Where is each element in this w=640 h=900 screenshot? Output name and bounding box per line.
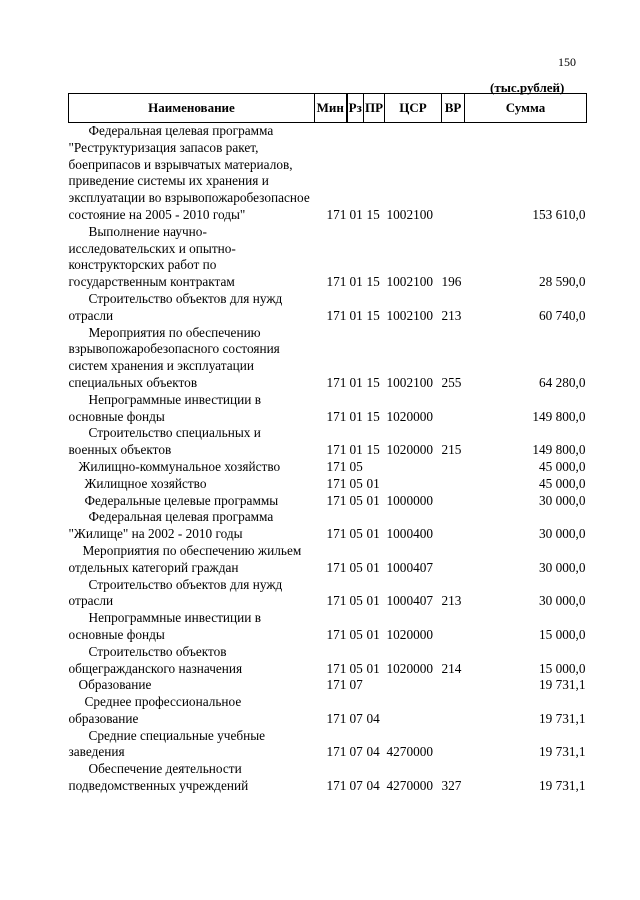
row-pr: 15 (366, 206, 380, 222)
header-min: Мин (315, 94, 347, 123)
row-rz: 01 (349, 374, 363, 390)
row-rz: 05 (349, 559, 363, 575)
row-vr (442, 493, 465, 510)
row-pr: 01 (366, 559, 380, 575)
row-pr: 15 (366, 307, 380, 323)
table-row (69, 543, 587, 577)
table-row (69, 728, 587, 762)
row-name: Федеральные целевые программы (84, 492, 279, 508)
row-sum: 19 731,1 (538, 778, 586, 794)
row-csr: 1020000 (386, 408, 434, 424)
row-vr: 196 (441, 274, 462, 290)
row-name: Строительство объектов для нужд отрасли (68, 576, 283, 609)
row-rz: 05 (349, 492, 363, 508)
row-vr: 327 (441, 778, 462, 794)
row-min: 171 (326, 744, 347, 760)
page-number: 150 (558, 55, 576, 69)
row-pr: 15 (366, 442, 380, 458)
table-row (69, 325, 587, 392)
row-rz: 07 (349, 778, 363, 794)
row-name: Обеспечение деятельности подведомственных учреждений (68, 761, 249, 794)
table-row (69, 123, 587, 224)
row-vr: 214 (441, 660, 462, 676)
row-vr: 213 (441, 593, 462, 609)
table-row (69, 694, 587, 728)
row-vr (442, 476, 465, 493)
row-pr: 04 (366, 778, 380, 794)
row-pr: 15 (366, 408, 380, 424)
row-pr (364, 459, 385, 476)
row-pr: 01 (366, 526, 380, 542)
row-sum: 30 000,0 (538, 526, 586, 542)
row-name: Мероприятия по обеспечению жильем отдельных категорий граждан (68, 542, 302, 575)
row-vr (442, 728, 465, 762)
table-row (69, 291, 587, 325)
row-name: Средние специальные учебные заведения (68, 727, 266, 760)
row-name: Строительство объектов для нужд отрасли (68, 290, 283, 323)
row-csr: 1000400 (386, 526, 434, 542)
row-sum: 19 731,1 (538, 744, 586, 760)
header-pr: ПР (364, 94, 385, 123)
table-row (69, 425, 587, 459)
row-min: 171 (326, 677, 347, 693)
row-name: Федеральная целевая программа "Реструктуризация запасов ракет, боеприпасов и взрывчатых материалов, приведение системы их хранения и эксплуатации во взрывопожаробезопасное состояние на 2005 - 2010 годы" (68, 123, 310, 222)
row-rz: 05 (349, 458, 363, 474)
header-vr: ВР (442, 94, 465, 123)
row-rz: 01 (349, 442, 363, 458)
budget-table (68, 93, 587, 795)
row-sum: 28 590,0 (538, 274, 586, 290)
row-min: 171 (326, 307, 347, 323)
row-pr: 01 (366, 593, 380, 609)
table-row (69, 677, 587, 694)
row-min: 171 (326, 475, 347, 491)
row-min: 171 (326, 593, 347, 609)
row-vr: 213 (441, 307, 462, 323)
row-rz: 01 (349, 307, 363, 323)
row-rz: 01 (349, 206, 363, 222)
row-pr: 04 (366, 744, 380, 760)
row-name: Жилищное хозяйство (84, 475, 207, 491)
row-min: 171 (326, 660, 347, 676)
row-csr: 1002100 (386, 274, 434, 290)
row-vr (442, 509, 465, 543)
row-rz: 05 (349, 660, 363, 676)
row-pr: 01 (366, 626, 380, 642)
row-csr: 1020000 (386, 626, 434, 642)
row-pr (364, 677, 385, 694)
row-name: Непрограммные инвестиции в основные фонды (68, 391, 261, 424)
row-vr (442, 694, 465, 728)
row-vr (442, 677, 465, 694)
row-sum: 30 000,0 (538, 559, 586, 575)
row-csr: 1020000 (386, 442, 434, 458)
row-min: 171 (326, 526, 347, 542)
row-sum: 153 610,0 (532, 206, 586, 222)
row-min: 171 (326, 492, 347, 508)
row-csr: 1000407 (386, 559, 434, 575)
row-min: 171 (326, 374, 347, 390)
header-name: Наименование (69, 94, 315, 123)
row-sum: 19 731,1 (538, 677, 586, 693)
table-header-row (69, 94, 587, 123)
row-rz: 01 (349, 408, 363, 424)
units-label: (тыс.рублей) (490, 80, 565, 95)
row-sum: 15 000,0 (538, 660, 586, 676)
row-sum: 15 000,0 (538, 626, 586, 642)
row-sum: 60 740,0 (538, 307, 586, 323)
row-csr (385, 677, 442, 694)
row-sum: 64 280,0 (538, 374, 586, 390)
row-rz: 05 (349, 526, 363, 542)
row-min: 171 (326, 458, 347, 474)
header-csr: ЦСР (385, 94, 442, 123)
row-name: Выполнение научно-исследовательских и опытно-конструкторских работ по государственным контрактам (68, 223, 236, 290)
row-csr: 1000407 (386, 593, 434, 609)
row-csr (385, 459, 442, 476)
row-sum: 30 000,0 (538, 593, 586, 609)
row-rz: 01 (349, 274, 363, 290)
table-row (69, 476, 587, 493)
row-vr (442, 610, 465, 644)
row-csr: 4270000 (386, 744, 434, 760)
row-min: 171 (326, 710, 347, 726)
row-sum: 45 000,0 (538, 458, 586, 474)
header-sum: Сумма (465, 94, 587, 123)
row-csr (385, 476, 442, 493)
row-csr: 1000000 (386, 492, 434, 508)
row-vr (442, 392, 465, 426)
row-name: Мероприятия по обеспечению взрывопожаробезопасного состояния систем хранения и эксплуатации специальных объектов (68, 324, 280, 390)
row-csr: 4270000 (386, 778, 434, 794)
row-sum: 149 800,0 (532, 408, 586, 424)
row-rz: 05 (349, 593, 363, 609)
row-name: Среднее профессиональное образование (68, 694, 242, 726)
row-sum: 30 000,0 (538, 492, 586, 508)
row-min: 171 (326, 206, 347, 222)
row-pr: 04 (366, 710, 380, 726)
row-csr: 1020000 (386, 660, 434, 676)
row-vr (442, 543, 465, 577)
row-min: 171 (326, 408, 347, 424)
row-sum: 45 000,0 (538, 475, 586, 491)
row-rz: 05 (349, 475, 363, 491)
row-min: 171 (326, 274, 347, 290)
table-row (69, 761, 587, 795)
row-name: Непрограммные инвестиции в основные фонды (68, 610, 261, 642)
row-pr: 01 (366, 660, 380, 676)
row-min: 171 (326, 778, 347, 794)
row-name: Жилищно-коммунальное хозяйство (78, 458, 281, 474)
row-sum: 19 731,1 (538, 710, 586, 726)
row-name: Образование (78, 677, 152, 693)
row-vr: 255 (441, 374, 462, 390)
row-csr: 1002100 (386, 374, 434, 390)
row-sum: 149 800,0 (532, 442, 586, 458)
header-rz: Рз (347, 94, 364, 123)
row-rz: 07 (349, 677, 363, 693)
row-min: 171 (326, 442, 347, 458)
table-row (69, 644, 587, 678)
table-row (69, 224, 587, 291)
row-rz: 07 (349, 710, 363, 726)
table-row (69, 493, 587, 510)
row-name: Федеральная целевая программа "Жилище" на 2002 - 2010 годы (68, 509, 274, 542)
table-row (69, 459, 587, 476)
row-pr: 01 (366, 492, 380, 508)
row-rz: 05 (349, 626, 363, 642)
row-name: Строительство объектов общегражданского назначения (68, 643, 243, 676)
row-pr: 15 (366, 374, 380, 390)
table-row (69, 577, 587, 611)
row-pr: 01 (366, 475, 380, 491)
row-csr: 1002100 (386, 206, 434, 222)
row-min: 171 (326, 626, 347, 642)
row-rz: 07 (349, 744, 363, 760)
row-vr (442, 459, 465, 476)
table-row (69, 610, 587, 644)
row-pr: 15 (366, 274, 380, 290)
row-csr (385, 694, 442, 728)
row-vr: 215 (441, 442, 462, 458)
row-vr (442, 123, 465, 224)
table-row (69, 509, 587, 543)
row-name: Строительство специальных и военных объектов (68, 425, 261, 458)
row-csr: 1002100 (386, 307, 434, 323)
row-min: 171 (326, 559, 347, 575)
table-row (69, 392, 587, 426)
